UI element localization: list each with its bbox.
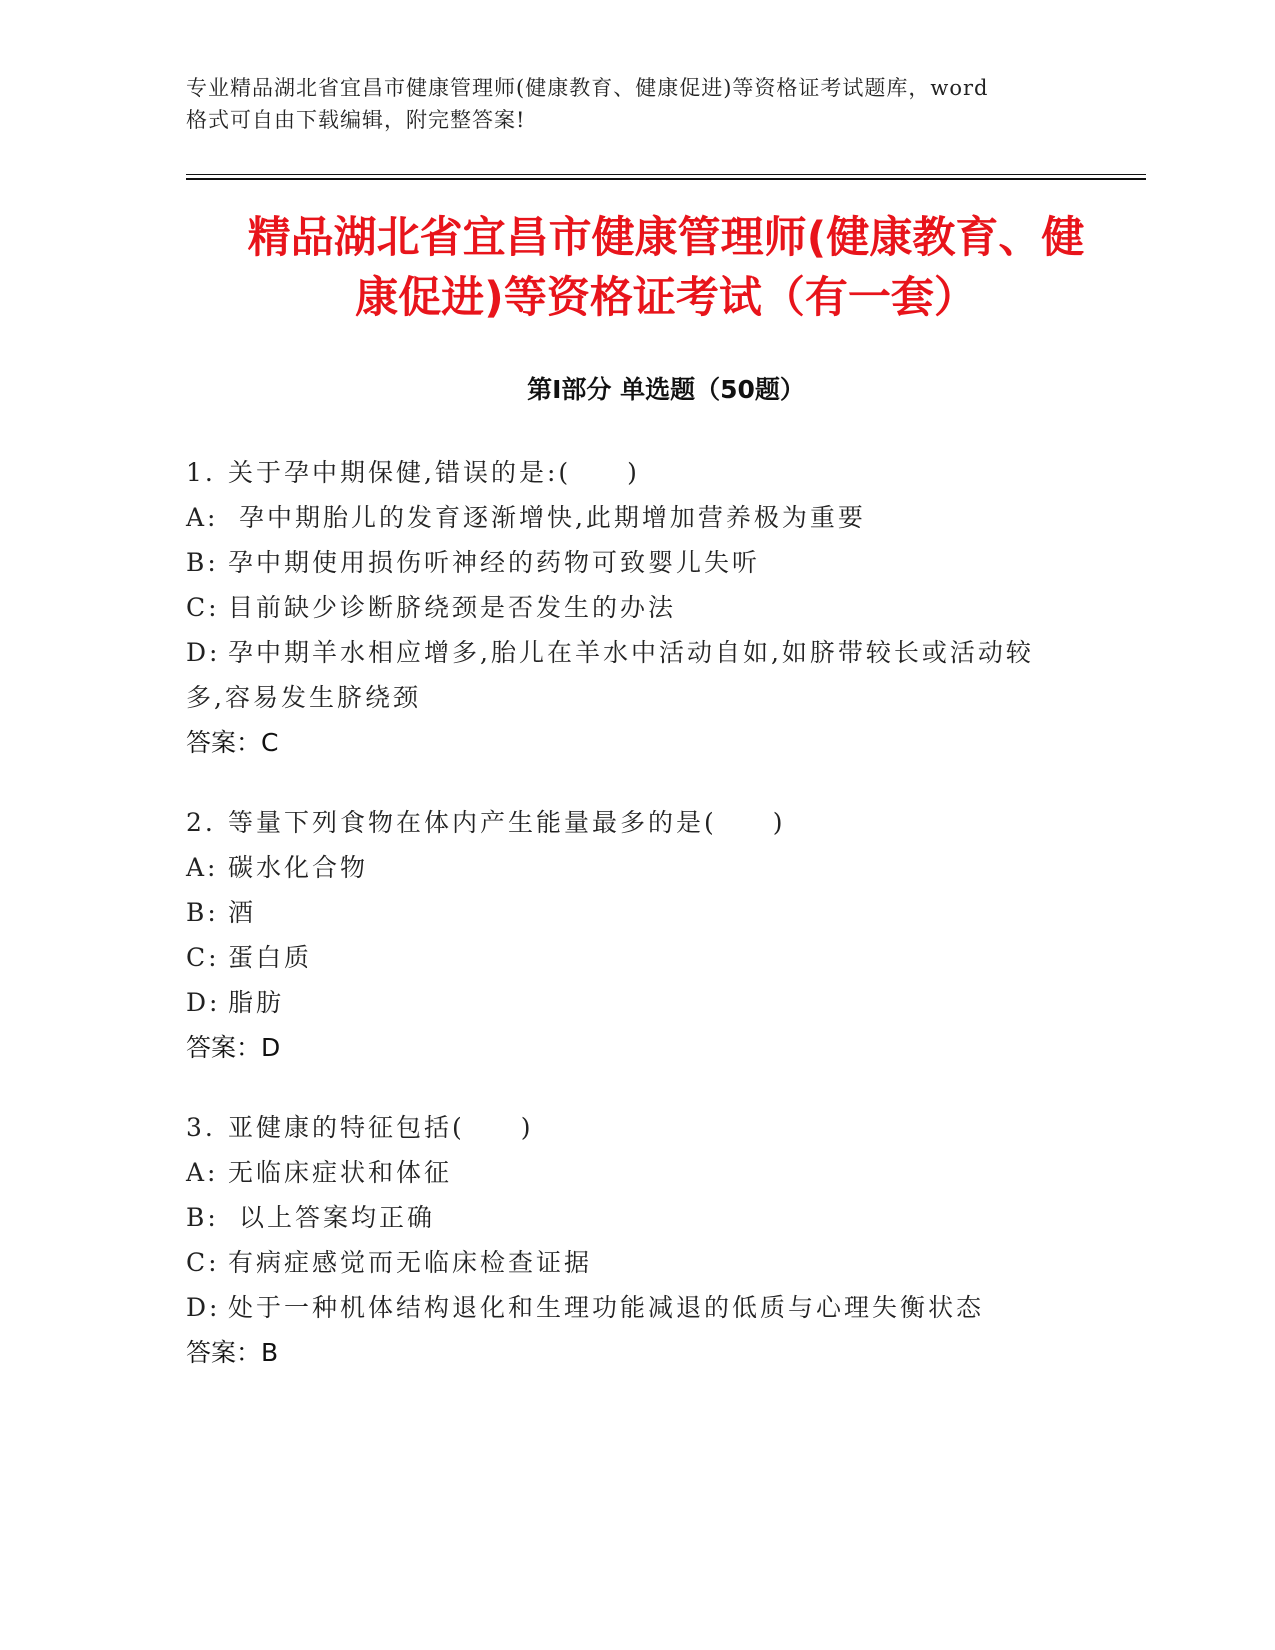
question-number: 2. [186, 808, 216, 837]
question-2 [186, 800, 1146, 1070]
option-text: 以上答案均正确 [228, 1203, 435, 1232]
option-label: A: [186, 503, 219, 532]
header-rule-thick [186, 178, 1146, 180]
question-number: 3. [186, 1113, 216, 1142]
question-text: 关于孕中期保健,错误的是:( ) [228, 458, 640, 487]
option-b [186, 1195, 1146, 1240]
header-note-line-2: 格式可自由下载编辑，附完整答案! [186, 108, 526, 132]
answer-line: 答案：B [186, 1338, 279, 1367]
option-text: 有病症感觉而无临床检查证据 [228, 1248, 593, 1277]
question-stem [186, 450, 1146, 495]
option-a [186, 495, 1146, 540]
header-note [186, 72, 1146, 136]
option-label: A: [186, 853, 219, 882]
question-list [186, 450, 1146, 1375]
option-text: 孕中期使用损伤听神经的药物可致婴儿失听 [228, 548, 761, 577]
option-text: 处于一种机体结构退化和生理功能减退的低质与心理失衡状态 [228, 1293, 985, 1322]
option-label: C: [186, 593, 220, 622]
question-text: 等量下列食物在体内产生能量最多的是( ) [228, 808, 786, 837]
question-text: 亚健康的特征包括( ) [228, 1113, 534, 1142]
option-label: D: [186, 638, 221, 667]
option-label: B: [186, 898, 219, 927]
option-label: B: [186, 1203, 219, 1232]
option-label: D: [186, 1293, 221, 1322]
answer-line: 答案：C [186, 728, 279, 757]
option-text: 无临床症状和体征 [228, 1158, 453, 1187]
header-note-line-1: 专业精品湖北省宜昌市健康管理师(健康教育、健康促进)等资格证考试题库，word [186, 76, 989, 100]
answer-line: 答案：D [186, 1033, 281, 1062]
option-b [186, 540, 1146, 585]
option-b [186, 890, 1146, 935]
option-c [186, 585, 1146, 630]
section-title: 第Ⅰ部分 单选题（50题） [527, 375, 805, 404]
document-title-line-2: 康促进)等资格证考试（有一套） [355, 273, 977, 323]
header-rules [186, 174, 1146, 180]
option-text: 蛋白质 [228, 943, 313, 972]
option-label: B: [186, 548, 219, 577]
option-label: A: [186, 1158, 219, 1187]
option-text: 酒 [228, 898, 257, 927]
option-d-continuation: 多,容易发生脐绕颈 [186, 683, 421, 712]
option-d [186, 630, 1146, 675]
document-page [186, 72, 1146, 1410]
option-a [186, 1150, 1146, 1195]
document-title [186, 208, 1146, 328]
option-d [186, 980, 1146, 1025]
option-text: 脂肪 [228, 988, 285, 1017]
question-stem [186, 1105, 1146, 1150]
option-text: 碳水化合物 [228, 853, 369, 882]
option-c [186, 1240, 1146, 1285]
option-label: C: [186, 1248, 220, 1277]
question-stem [186, 800, 1146, 845]
option-label: C: [186, 943, 220, 972]
option-label: D: [186, 988, 221, 1017]
option-text: 孕中期胎儿的发育逐渐增快,此期增加营养极为重要 [228, 503, 866, 532]
option-c [186, 935, 1146, 980]
option-a [186, 845, 1146, 890]
option-d [186, 1285, 1146, 1330]
question-1 [186, 450, 1146, 765]
document-title-line-1: 精品湖北省宜昌市健康管理师(健康教育、健 [247, 213, 1085, 263]
option-text: 目前缺少诊断脐绕颈是否发生的办法 [228, 593, 677, 622]
question-3 [186, 1105, 1146, 1375]
header-rule-thin [186, 174, 1146, 175]
question-number: 1. [186, 458, 216, 487]
option-text: 孕中期羊水相应增多,胎儿在羊水中活动自如,如脐带较长或活动较 [228, 638, 1034, 667]
